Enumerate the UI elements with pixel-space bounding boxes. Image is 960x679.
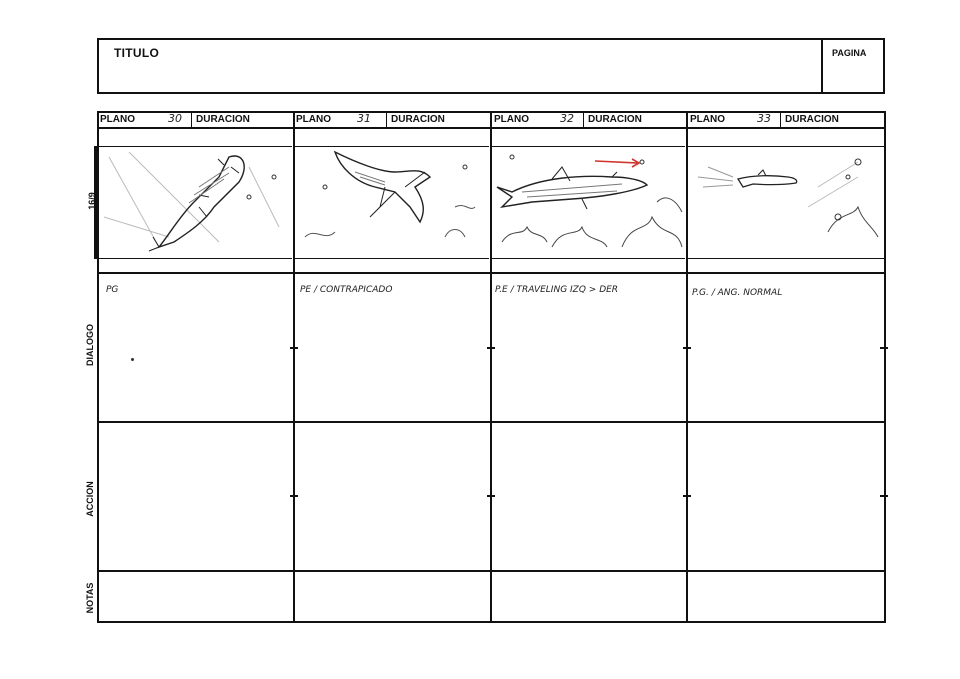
frame-panel-33 xyxy=(688,146,884,259)
pencil-mark xyxy=(131,358,134,361)
plano-number: 33 xyxy=(757,112,771,125)
shot-note: P.G. / ANG. NORMAL xyxy=(692,288,783,298)
frame-panel-32 xyxy=(492,146,685,259)
page-box xyxy=(821,38,887,94)
page-label: PAGINA xyxy=(832,48,867,58)
tick-mark xyxy=(487,347,495,349)
plano-number: 31 xyxy=(357,112,371,125)
shot-note: P.E / TRAVELING IZQ > DER xyxy=(495,285,619,295)
duration-label: DURACION xyxy=(785,114,839,125)
tick-mark xyxy=(880,347,888,349)
shark-sketch-33 xyxy=(688,147,884,260)
plano-label: PLANO xyxy=(100,114,135,125)
shark-sketch-32 xyxy=(492,147,685,260)
title-block xyxy=(97,38,885,94)
frame-panel-30 xyxy=(99,146,292,259)
header-cell-divider xyxy=(780,111,781,128)
dialog-row-label: DIALOGO xyxy=(85,324,95,366)
header-cell-divider xyxy=(583,111,584,128)
tick-mark xyxy=(487,495,495,497)
shot-note: PG xyxy=(106,285,119,295)
duration-label: DURACION xyxy=(196,114,250,125)
tick-mark xyxy=(290,495,298,497)
header-cell-divider xyxy=(191,111,192,128)
duration-label: DURACION xyxy=(391,114,445,125)
shark-sketch-30 xyxy=(99,147,292,260)
plano-label: PLANO xyxy=(296,114,331,125)
frame-ratio-label: 16/9 xyxy=(87,192,97,210)
shot-note: PE / CONTRAPICADO xyxy=(300,285,393,295)
duration-label: DURACION xyxy=(588,114,642,125)
plano-number: 30 xyxy=(168,112,182,125)
frame-panel-31 xyxy=(295,146,489,259)
shark-sketch-31 xyxy=(295,147,489,260)
header-cell-divider xyxy=(386,111,387,128)
tick-mark xyxy=(683,347,691,349)
notes-row-label: NOTAS xyxy=(85,582,95,614)
traveling-arrow xyxy=(595,161,637,163)
title-label: TITULO xyxy=(114,46,160,60)
tick-mark xyxy=(880,495,888,497)
tick-mark xyxy=(290,347,298,349)
plano-number: 32 xyxy=(560,112,574,125)
action-row-label: ACCION xyxy=(85,481,95,517)
tick-mark xyxy=(683,495,691,497)
plano-label: PLANO xyxy=(690,114,725,125)
plano-label: PLANO xyxy=(494,114,529,125)
